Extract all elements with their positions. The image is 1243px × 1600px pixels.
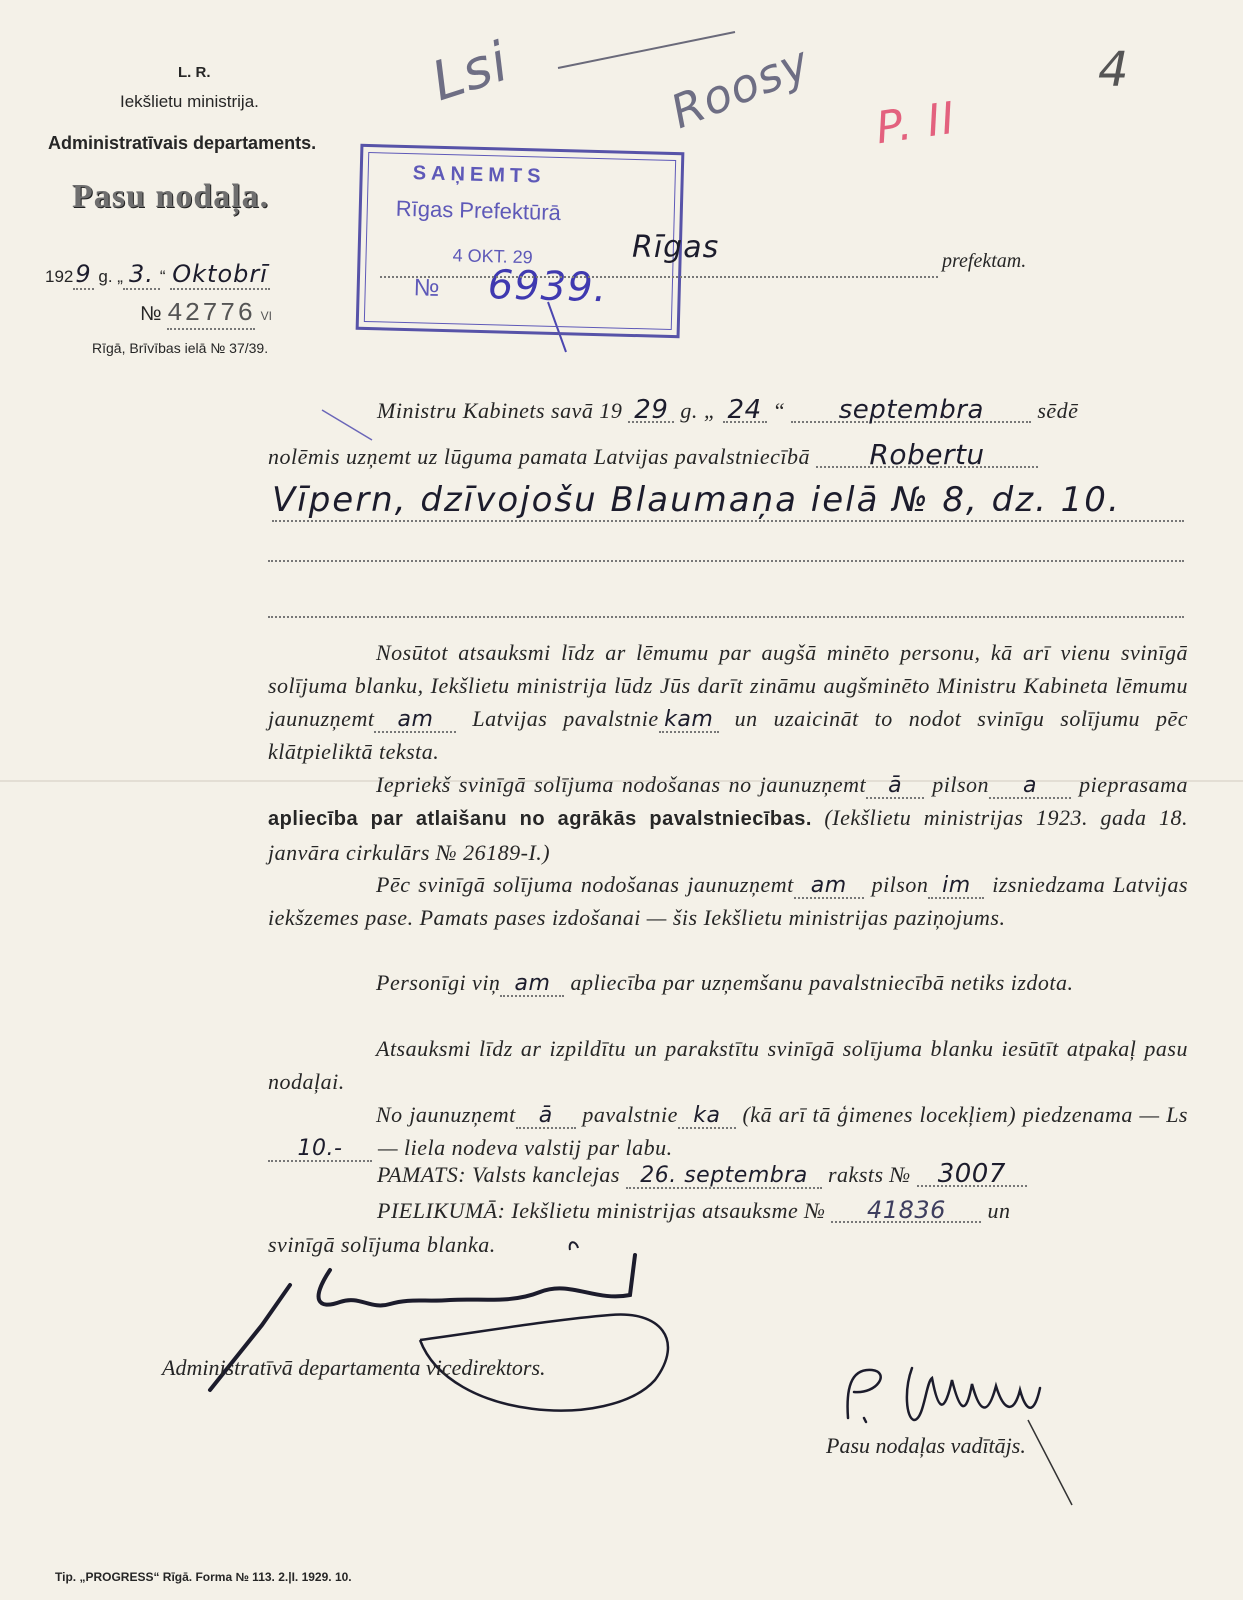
- p4-hand-2: im: [928, 875, 984, 899]
- paragraph-return: [268, 1032, 1188, 1098]
- paragraph-personal-certificate: [268, 966, 1188, 999]
- p5-text-b: apliecība par uzņemšanu pavalstniecībā netiks izdota.: [570, 970, 1074, 995]
- printer-footer: Tip. „PROGRESS“ Rīgā. Forma № 113. 2.|I. 1929. 10.: [55, 1570, 352, 1584]
- p7-text-a: No jaunuzņemt: [376, 1102, 516, 1127]
- decision-line-1: [377, 395, 1079, 425]
- p1-text-d: sēdē: [1037, 398, 1079, 423]
- addressee-suffix: prefektam.: [942, 250, 1027, 272]
- date-prefix: 192: [45, 267, 74, 286]
- p1-text-b: g. „: [680, 398, 717, 423]
- number-label: №: [140, 303, 162, 325]
- p1-text-c: “: [772, 398, 786, 423]
- p4-hand-1: am: [794, 875, 864, 899]
- basis-text-a: Valsts kanclejas: [472, 1162, 620, 1187]
- blank-line-2: [268, 616, 1184, 618]
- attachment-text-a: Iekšlietu ministrijas atsauksme №: [511, 1198, 826, 1223]
- p4-text-a: Pēc svinīgā solījuma nodošanas jaunuzņemt: [376, 872, 794, 897]
- attachment-label: PIELIKUMĀ:: [377, 1198, 506, 1223]
- p2-hand-1: am: [374, 709, 456, 733]
- vice-director-title: Administratīvā departamenta vicedirektors.: [162, 1355, 546, 1380]
- p1-text-a: Ministru Kabinets savā 19: [377, 398, 623, 423]
- basis-number: 3007: [917, 1163, 1027, 1187]
- number-line: [140, 298, 272, 328]
- paragraph-release-certificate: [268, 768, 1188, 869]
- date-line: [45, 260, 270, 288]
- p5-hand-1: am: [500, 973, 564, 997]
- p3-text-c: pieprasama: [1079, 772, 1188, 797]
- p7-text-e: — liela nodeva valstij par labu.: [378, 1135, 673, 1160]
- p1-name-first: Robertu: [816, 444, 1038, 468]
- paragraph-request: [268, 636, 1188, 768]
- date-day: 3.: [123, 260, 160, 290]
- letterhead-ministry: Iekšlietu ministrija.: [120, 92, 259, 111]
- p3-text-a: Iepriekš svinīgā solījuma nodošanas no jaunuzņemt: [376, 772, 867, 797]
- attachment-text-b: un: [987, 1198, 1011, 1223]
- letterhead-section: Pasu nodaļa.: [72, 178, 270, 215]
- basis-date: 26. septembra: [626, 1165, 822, 1189]
- p7-hand-2: ka: [678, 1105, 736, 1129]
- p4-text-b: pilson: [871, 872, 929, 897]
- letterhead-lr: L. R.: [178, 64, 211, 81]
- stamp-received: SAŅEMTS: [412, 162, 546, 188]
- stamp-number: 6939.: [487, 262, 608, 312]
- p4-text-c: izsniedzama Latvijas iekšzemes pase. Pamats pases izdošanai — šis Iekšlietu ministrijas paziņojums.: [268, 872, 1189, 930]
- annotation-page-number: 4: [1098, 42, 1130, 98]
- annotation-lsi: Lsi: [424, 29, 517, 114]
- p7-text-d: piedzenama — Ls: [1022, 1102, 1188, 1127]
- date-quote: “: [159, 267, 166, 286]
- attachment-line-2: svinīgā solījuma blanka.: [268, 1232, 496, 1257]
- stamp-number-label: №: [413, 274, 440, 302]
- p2-hand-2: kam: [659, 709, 719, 733]
- p3-text-d: (Iekšlietu ministrijas 1923. gada 18. janvāra cirkulārs № 26189-I.): [268, 805, 1188, 865]
- p7-fee-amount: 10.-: [268, 1138, 372, 1162]
- basis-label: PAMATS:: [377, 1162, 467, 1187]
- p1-year: 29: [628, 399, 674, 423]
- number-suffix: VI: [260, 309, 272, 323]
- addressee-city: Rīgas: [632, 230, 720, 265]
- letterhead-department: Administratīvais departaments.: [48, 133, 317, 153]
- p5-text-a: Personīgi viņ: [376, 970, 501, 995]
- date-year-digit: 9: [75, 260, 92, 288]
- stamp-date: 4 OKT. 29: [452, 245, 533, 268]
- p1-month: septembra: [791, 399, 1031, 423]
- p7-hand-1: ā: [516, 1105, 576, 1129]
- p7-text-c: (kā arī tā ģimenes locekļiem): [742, 1102, 1017, 1127]
- p2-text: Nosūtot atsauksmi līdz ar lēmumu par augšā minēto personu, kā arī vienu svinīgā solījuma blanku, Iekšlietu ministrija lūdz Jūs darīt zināmu augšminēto Ministru Kabineta lēmumu jaunuzņemt: [268, 640, 1188, 731]
- p2-text-b: Latvijas pavalstnie: [472, 706, 659, 731]
- p1-name-rest: Vīpern, dzīvojošu Blaumaņa ielā № 8, dz. 10.: [272, 480, 1184, 522]
- annotation-roosy: Roosy: [663, 34, 818, 140]
- annotation-red: P. II: [872, 92, 959, 155]
- p2-text-c: un uzaicināt to nodot svinīgu solījumu pēc klātpieliktā teksta.: [268, 706, 1189, 764]
- date-g: g. „: [98, 267, 123, 286]
- p3-text-b: pilson: [932, 772, 990, 797]
- paragraph-fee: [268, 1098, 1188, 1164]
- date-month: Oktobrī: [172, 260, 268, 288]
- blank-line-1: [268, 560, 1184, 562]
- p1-day: 24: [723, 399, 767, 423]
- p3-hand-1: ā: [866, 775, 924, 799]
- basis-text-b: raksts №: [828, 1162, 911, 1187]
- section-head-signature: [820, 1360, 1070, 1435]
- p6-text: Atsauksmi līdz ar izpildītu un parakstītu svinīgā solījuma blanku iesūtīt atpakaļ pasu nodaļai.: [268, 1036, 1188, 1094]
- p3-bold: apliecība par atlaišanu no agrākās pavalstniecības.: [268, 808, 812, 830]
- attachment-number: 41836: [831, 1199, 981, 1223]
- paragraph-passport: [268, 868, 1188, 934]
- stamp-office: Rīgas Prefektūrā: [395, 195, 562, 226]
- attachment-line: [377, 1198, 1010, 1224]
- address: Rīgā, Brīvības ielā № 37/39.: [92, 340, 269, 356]
- p7-text-b: pavalstnie: [582, 1102, 678, 1127]
- section-head-title: Pasu nodaļas vadītājs.: [826, 1433, 1026, 1458]
- decision-line-2: [268, 438, 1038, 471]
- p1-text-e: nolēmis uzņemt uz lūguma pamata Latvijas pavalstniecībā: [268, 444, 811, 469]
- basis-line: [377, 1159, 1027, 1189]
- p3-hand-2: a: [989, 775, 1071, 799]
- outgoing-number: 42776: [167, 298, 256, 328]
